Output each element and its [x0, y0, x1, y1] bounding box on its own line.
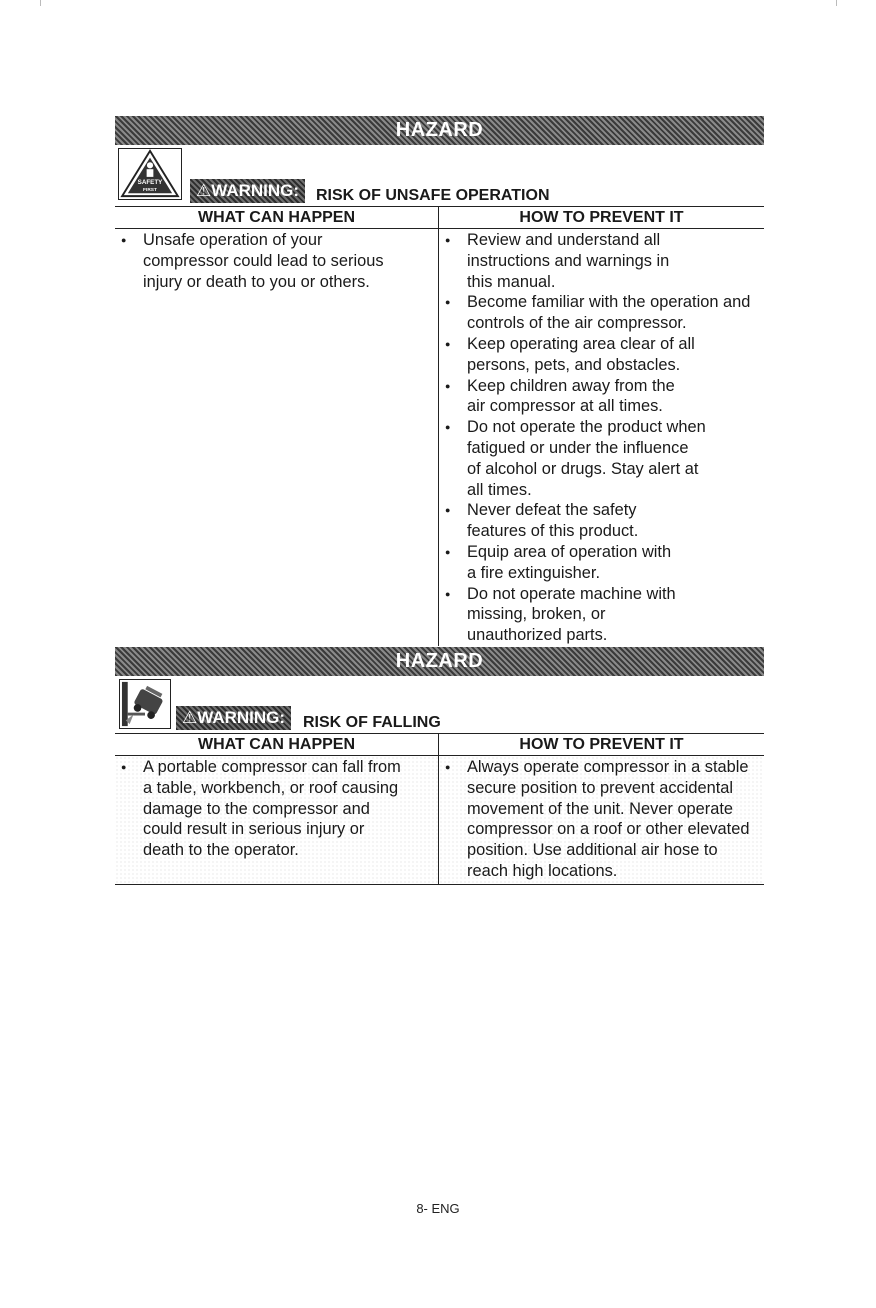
hazard-section-falling	[115, 647, 764, 885]
hazard-content	[115, 229, 764, 646]
hazard-content	[115, 756, 764, 885]
how-to-prevent-column	[439, 229, 764, 646]
icon-text-safety: SAFETY	[137, 179, 163, 187]
icon-text-first: FIRST	[143, 187, 157, 193]
warning-badge: ⚠WARNING:	[176, 706, 291, 730]
what-can-happen-column	[115, 756, 439, 884]
what-can-happen-column	[115, 229, 439, 646]
safety-first-icon	[118, 148, 182, 200]
what-can-happen-list	[115, 757, 438, 861]
falling-compressor-icon	[119, 679, 171, 729]
list-item: ● Do not operate machine with missing, broken, or unauthorized parts.	[439, 584, 756, 646]
risk-title: RISK OF FALLING	[303, 714, 441, 731]
what-can-happen-list	[115, 230, 438, 292]
column-headers	[115, 206, 764, 229]
column-headers	[115, 733, 764, 756]
falling-compressor-icon-graphic	[120, 680, 170, 728]
list-item: ● Equip area of operation with a fire extinguisher.	[439, 542, 756, 584]
how-to-prevent-list	[439, 230, 764, 646]
warning-badge: ⚠WARNING:	[190, 179, 305, 203]
list-item: ● Do not operate the product when fatigued or under the influence of alcohol or drugs. Stay alert at all times.	[439, 417, 756, 500]
how-to-prevent-list	[439, 757, 764, 882]
list-item: ● Keep children away from the air compressor at all times.	[439, 376, 756, 418]
list-item: ● Always operate compressor in a stable secure position to prevent accidental movement of the unit. Never operate compressor on a roof or other elevated position. Use additional air hose to reach high locations.	[439, 757, 754, 882]
safety-first-icon-graphic	[119, 149, 181, 199]
list-item: ● Unsafe operation of your compressor could lead to serious injury or death to you or others.	[115, 230, 438, 292]
warning-row	[115, 676, 764, 733]
header-how-to-prevent: HOW TO PREVENT IT	[519, 209, 684, 226]
warning-row	[115, 145, 764, 206]
list-item: ● Keep operating area clear of all persons, pets, and obstacles.	[439, 334, 756, 376]
page-number: 8- ENG	[416, 1201, 460, 1216]
hazard-banner: HAZARD	[115, 116, 764, 145]
risk-title: RISK OF UNSAFE OPERATION	[316, 187, 550, 204]
list-item: ● A portable compressor can fall from a table, workbench, or roof causing damage to the compressor and could result in serious injury or death to the operator.	[115, 757, 408, 861]
list-item: ● Review and understand all instructions and warnings in this manual.	[439, 230, 756, 292]
how-to-prevent-column	[439, 756, 764, 884]
hazard-section-unsafe-operation	[115, 116, 764, 646]
hazard-banner: HAZARD	[115, 647, 764, 676]
list-item: ● Never defeat the safety features of this product.	[439, 500, 756, 542]
header-how-to-prevent: HOW TO PREVENT IT	[519, 736, 684, 753]
crop-mark-right	[836, 0, 837, 6]
list-item: ● Become familiar with the operation and controls of the air compressor.	[439, 292, 756, 334]
header-what-can-happen: WHAT CAN HAPPEN	[115, 207, 439, 228]
crop-mark-left	[40, 0, 41, 6]
header-what-can-happen: WHAT CAN HAPPEN	[115, 734, 439, 755]
